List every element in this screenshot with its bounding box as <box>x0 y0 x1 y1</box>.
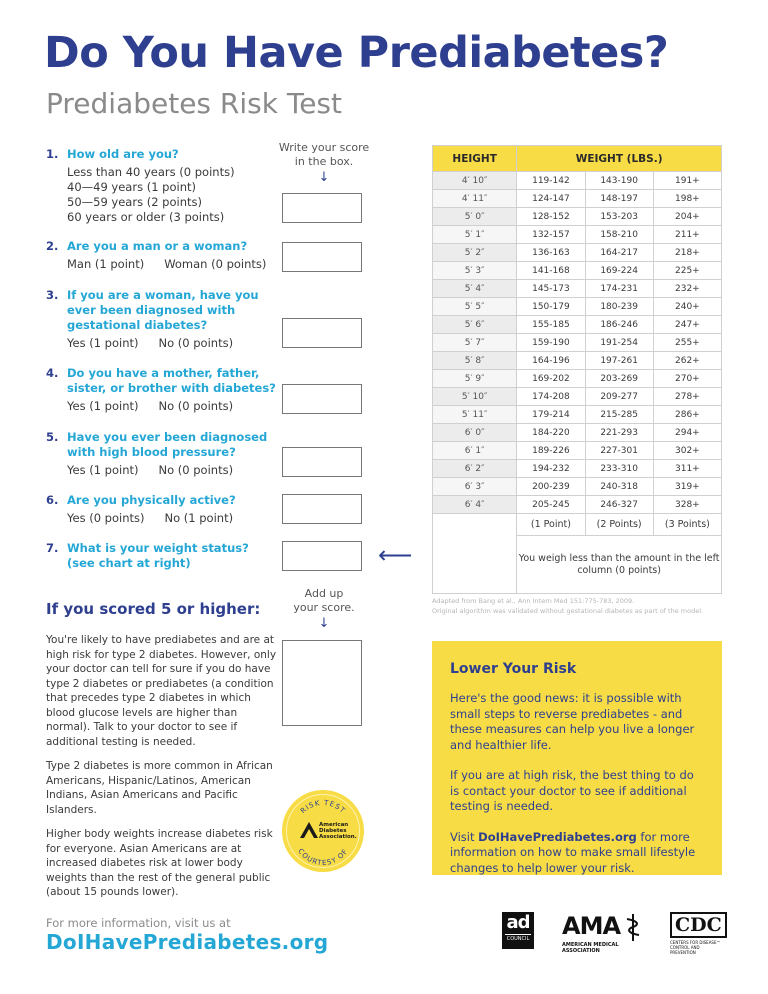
height-header: HEIGHT <box>433 146 517 172</box>
source-note <box>432 596 732 616</box>
question-number: 5. <box>46 430 59 444</box>
ama-logo-subtext <box>562 942 619 954</box>
question-number: 7. <box>46 541 59 555</box>
question-6 <box>46 493 286 526</box>
ada-logo-icon <box>300 822 318 838</box>
option: No (1 point) <box>164 511 234 525</box>
score-box-2[interactable] <box>282 242 362 272</box>
height-cell: 5′ 4″ <box>433 280 517 298</box>
option: Yes (1 point) <box>67 463 139 477</box>
score-box-7[interactable] <box>282 541 362 571</box>
option: 60 years or older (3 points) <box>67 210 225 224</box>
ad-council-logo <box>502 912 534 949</box>
weight-cell: 119-142 <box>517 172 585 190</box>
option: No (0 points) <box>158 463 234 477</box>
score-box-1[interactable] <box>282 193 362 223</box>
cdc-logo-text: CDC <box>670 912 727 938</box>
lower-risk-paragraph-2: If you are at high risk, the best thing to do is contact your doctor to see if additional testing is needed. <box>450 768 694 813</box>
weight-cell: 164-196 <box>517 352 585 370</box>
lower-risk-heading: Lower Your Risk <box>450 661 577 677</box>
points-label: (2 Points) <box>585 514 653 536</box>
table-row <box>433 280 722 298</box>
seal-org-line3: Association. <box>319 834 357 840</box>
weight-cell: 169-224 <box>585 262 653 280</box>
weight-cell: 225+ <box>653 262 721 280</box>
height-cell: 5′ 7″ <box>433 334 517 352</box>
more-info-text: For more information, visit us at <box>46 916 231 930</box>
option: 40—49 years (1 point) <box>67 180 196 194</box>
weight-cell: 124-147 <box>517 190 585 208</box>
ama-logo-subtext-line1: AMERICAN MEDICAL <box>562 942 619 948</box>
arrow-left-icon: ⟵ <box>378 541 413 569</box>
table-row <box>433 172 722 190</box>
height-cell: 5′ 2″ <box>433 244 517 262</box>
weight-cell: 227-301 <box>585 442 653 460</box>
page-subtitle: Prediabetes Risk Test <box>46 87 342 120</box>
option: Less than 40 years (0 points) <box>67 165 235 179</box>
question-text: What is your weight status? (see chart at right) <box>67 541 249 570</box>
lower-risk-paragraph-1: Here's the good news: it is possible with small steps to reverse prediabetes - and these measures can help you live a longer and healthier life. <box>450 691 695 752</box>
write-score-hint <box>276 141 372 185</box>
weight-cell: 247+ <box>653 316 721 334</box>
weight-cell: 200-239 <box>517 478 585 496</box>
weight-cell: 150-179 <box>517 298 585 316</box>
lower-risk-rest-text: for more information on how to make small lifestyle changes to help lower your risk. <box>450 829 696 875</box>
table-row <box>433 226 722 244</box>
weight-cell: 155-185 <box>517 316 585 334</box>
question-number: 3. <box>46 288 59 302</box>
height-cell: 6′ 0″ <box>433 424 517 442</box>
weight-cell: 159-190 <box>517 334 585 352</box>
weight-cell: 180-239 <box>585 298 653 316</box>
option: No (0 points) <box>158 336 234 350</box>
cdc-logo-subtext-line2: CONTROL AND PREVENTION <box>670 945 700 955</box>
source-line1: Adapted from Bang et al., Ann Intern Med 151:775-783, 2009. <box>432 597 635 605</box>
weight-cell: 132-157 <box>517 226 585 244</box>
weight-cell: 128-152 <box>517 208 585 226</box>
weight-cell: 246-327 <box>585 496 653 514</box>
weight-cell: 148-197 <box>585 190 653 208</box>
seal-bottom-text: COURTESY OF <box>296 847 350 868</box>
weight-cell: 211+ <box>653 226 721 244</box>
ama-logo-text: AMA <box>562 912 621 940</box>
question-options <box>67 257 286 272</box>
arrow-down-icon: ↓ <box>318 616 330 631</box>
table-row <box>433 352 722 370</box>
question-text: Have you ever been diagnosed with high blood pressure? <box>67 430 268 459</box>
risk-test-seal <box>282 790 364 872</box>
weight-cell: 221-293 <box>585 424 653 442</box>
table-row <box>433 298 722 316</box>
lower-risk-visit-text: Visit <box>450 829 479 844</box>
total-score-box[interactable] <box>282 640 362 726</box>
option: Woman (0 points) <box>164 257 267 271</box>
height-cell: 5′ 10″ <box>433 388 517 406</box>
weight-cell: 169-202 <box>517 370 585 388</box>
weight-cell: 205-245 <box>517 496 585 514</box>
weight-cell: 191-254 <box>585 334 653 352</box>
table-row <box>433 460 722 478</box>
height-cell: 6′ 4″ <box>433 496 517 514</box>
weight-cell: 286+ <box>653 406 721 424</box>
svg-text:RISK TEST <box>299 799 347 815</box>
cdc-logo-subtext-line1: CENTERS FOR DISEASE™ <box>670 940 721 945</box>
weight-cell: 204+ <box>653 208 721 226</box>
score-box-6[interactable] <box>282 494 362 524</box>
weight-cell: 153-203 <box>585 208 653 226</box>
weight-cell: 141-168 <box>517 262 585 280</box>
scored-paragraph-2: Type 2 diabetes is more common in African Americans, Hispanic/Latinos, American Indians, Asian Americans and Pacific Islanders. <box>46 760 273 816</box>
weight-cell: 294+ <box>653 424 721 442</box>
weight-cell: 174-208 <box>517 388 585 406</box>
points-label: (3 Points) <box>653 514 721 536</box>
seal-org-line2: Diabetes <box>319 828 347 834</box>
staff-of-asclepius-icon <box>622 912 644 942</box>
weight-cell: 240+ <box>653 298 721 316</box>
points-label: (1 Point) <box>517 514 585 536</box>
weight-cell: 194-232 <box>517 460 585 478</box>
height-cell: 6′ 3″ <box>433 478 517 496</box>
scored-paragraph-1: You're likely to have prediabetes and are at high risk for type 2 diabetes. However, only your doctor can tell for sure if you do have type 2 diabetes or prediabetes (a condition that precedes type 2 diabetes in which blood glucose levels are higher than normal). Talk to your doctor to see if additional testing is needed. <box>46 634 277 748</box>
ama-logo-subtext-line2: ASSOCIATION <box>562 948 600 954</box>
question-number: 2. <box>46 239 59 253</box>
question-1 <box>46 147 286 225</box>
option: No (0 points) <box>158 399 234 413</box>
lower-risk-box <box>432 641 722 875</box>
weight-cell: 186-246 <box>585 316 653 334</box>
add-score-hint-line1: Add up <box>304 587 344 600</box>
weight-cell: 255+ <box>653 334 721 352</box>
height-cell: 4′ 10″ <box>433 172 517 190</box>
table-row <box>433 370 722 388</box>
weight-cell: 302+ <box>653 442 721 460</box>
less-than-note: You weigh less than the amount in the left column (0 points) <box>517 536 722 594</box>
height-cell: 5′ 1″ <box>433 226 517 244</box>
question-text: Are you a man or a woman? <box>67 239 248 253</box>
question-text: How old are you? <box>67 147 179 161</box>
add-score-hint-line2: your score. <box>293 601 355 614</box>
table-row <box>433 424 722 442</box>
height-cell: 6′ 2″ <box>433 460 517 478</box>
table-row <box>433 496 722 514</box>
cdc-logo-subtext <box>670 940 726 955</box>
weight-cell: 203-269 <box>585 370 653 388</box>
question-options <box>67 165 286 225</box>
weight-header: WEIGHT (LBS.) <box>517 146 722 172</box>
weight-cell: 143-190 <box>585 172 653 190</box>
table-row <box>433 190 722 208</box>
weight-cell: 145-173 <box>517 280 585 298</box>
table-row <box>433 478 722 496</box>
question-text: Do you have a mother, father, sister, or brother with diabetes? <box>67 366 276 395</box>
height-cell: 5′ 3″ <box>433 262 517 280</box>
arrow-down-icon: ↓ <box>318 170 330 185</box>
source-line2: Original algorithm was validated without gestational diabetes as part of the model. <box>432 607 704 615</box>
weight-cell: 189-226 <box>517 442 585 460</box>
weight-cell: 215-285 <box>585 406 653 424</box>
ad-logo-subtext: COUNCIL <box>506 936 530 942</box>
question-options <box>67 336 286 351</box>
table-row <box>433 406 722 424</box>
weight-cell: 158-210 <box>585 226 653 244</box>
website-link[interactable]: DoIHavePrediabetes.org <box>46 930 329 954</box>
option: Yes (0 points) <box>67 511 145 525</box>
option: Yes (1 point) <box>67 399 139 413</box>
weight-cell: 184-220 <box>517 424 585 442</box>
question-options <box>67 463 286 478</box>
seal-top-text: RISK TEST <box>299 798 348 816</box>
height-cell: 5′ 11″ <box>433 406 517 424</box>
height-cell: 5′ 9″ <box>433 370 517 388</box>
question-4 <box>46 366 286 414</box>
svg-text:COURTESY OF <box>296 847 349 867</box>
height-cell: 4′ 11″ <box>433 190 517 208</box>
weight-cell: 136-163 <box>517 244 585 262</box>
ama-logo <box>562 912 646 952</box>
weight-cell: 198+ <box>653 190 721 208</box>
height-cell: 5′ 8″ <box>433 352 517 370</box>
weight-cell: 262+ <box>653 352 721 370</box>
weight-cell: 179-214 <box>517 406 585 424</box>
weight-cell: 240-318 <box>585 478 653 496</box>
height-cell: 5′ 5″ <box>433 298 517 316</box>
weight-cell: 232+ <box>653 280 721 298</box>
weight-cell: 174-231 <box>585 280 653 298</box>
weight-cell: 191+ <box>653 172 721 190</box>
score-box-5[interactable] <box>282 447 362 477</box>
question-text: If you are a woman, have you ever been diagnosed with gestational diabetes? <box>67 288 259 332</box>
option: Man (1 point) <box>67 257 145 271</box>
question-number: 4. <box>46 366 59 380</box>
question-options <box>67 511 286 526</box>
table-row <box>433 316 722 334</box>
weight-cell: 311+ <box>653 460 721 478</box>
question-7 <box>46 541 286 571</box>
weight-cell: 233-310 <box>585 460 653 478</box>
table-row <box>433 334 722 352</box>
weight-cell: 328+ <box>653 496 721 514</box>
question-number: 6. <box>46 493 59 507</box>
score-box-3[interactable] <box>282 318 362 348</box>
weight-cell: 164-217 <box>585 244 653 262</box>
ad-logo-text: ad <box>506 912 530 933</box>
scored-paragraph-3: Higher body weights increase diabetes risk for everyone. Asian Americans are at increased diabetes risk at lower body weights than the rest of the general public (about 15 pounds lower). <box>46 828 273 898</box>
table-row <box>433 244 722 262</box>
add-score-hint <box>276 587 372 631</box>
lower-risk-link[interactable]: DoIHavePrediabetes.org <box>478 829 637 844</box>
question-5 <box>46 430 286 478</box>
write-score-hint-line2: in the box. <box>294 155 354 168</box>
height-cell: 5′ 6″ <box>433 316 517 334</box>
weight-table <box>432 145 722 594</box>
seal-org-line1: American <box>319 822 349 828</box>
question-number: 1. <box>46 147 59 161</box>
table-row <box>433 388 722 406</box>
weight-cell: 209-277 <box>585 388 653 406</box>
question-text: Are you physically active? <box>67 493 236 507</box>
lower-risk-paragraph-3 <box>450 830 704 877</box>
option: Yes (1 point) <box>67 336 139 350</box>
weight-cell: 278+ <box>653 388 721 406</box>
table-row <box>433 442 722 460</box>
weight-cell: 319+ <box>653 478 721 496</box>
height-cell: 6′ 1″ <box>433 442 517 460</box>
question-2 <box>46 239 286 272</box>
question-3 <box>46 288 286 351</box>
weight-cell: 197-261 <box>585 352 653 370</box>
question-options <box>67 399 286 414</box>
score-box-4[interactable] <box>282 384 362 414</box>
weight-cell: 218+ <box>653 244 721 262</box>
cdc-logo <box>670 912 726 955</box>
weight-cell: 270+ <box>653 370 721 388</box>
height-cell: 5′ 0″ <box>433 208 517 226</box>
scored-heading: If you scored 5 or higher: <box>46 600 261 618</box>
table-row <box>433 262 722 280</box>
table-row <box>433 208 722 226</box>
option: 50—59 years (2 points) <box>67 195 202 209</box>
write-score-hint-line1: Write your score <box>278 141 370 154</box>
ada-seal-graphic <box>282 790 364 872</box>
page-title: Do You Have Prediabetes? <box>44 28 669 78</box>
